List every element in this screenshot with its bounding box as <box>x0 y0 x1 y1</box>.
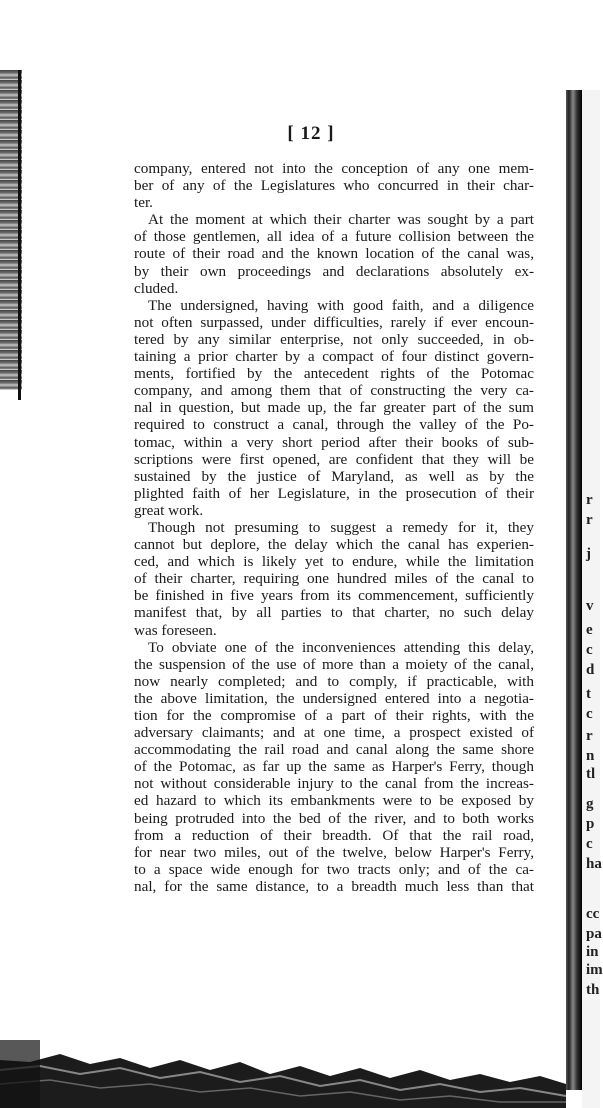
adjacent-page-fragment-text: j <box>586 546 591 562</box>
text-line: cluded. <box>134 279 179 297</box>
text-line: tered by any similar enterprise, not only succeeded, in ob- <box>134 330 534 348</box>
text-line: ter. <box>134 194 153 212</box>
text-line: The undersigned, having with good faith, and a diligence <box>148 296 534 314</box>
text-line: ber of any of the Legislatures who concurred in their char- <box>134 177 534 195</box>
right-binding-edge <box>566 90 582 1090</box>
text-line: To obviate one of the inconveniences attending this delay, <box>148 638 534 656</box>
text-line: being protruded into the bed of the river, and to both works <box>134 809 534 827</box>
adjacent-page-fragment-text: c <box>586 706 593 722</box>
text-line: ced, and which is likely yet to endure, while the limitation <box>134 553 534 571</box>
text-line: adversary claimants; and at one time, a prospect existed of <box>134 724 534 742</box>
adjacent-page-fragment-text: c <box>586 836 593 852</box>
adjacent-page-fragment-text: g <box>586 796 594 812</box>
text-line: company, and among them that of constructing the very ca- <box>134 382 534 400</box>
text-line: company, entered not into the conception of any one mem- <box>134 160 534 177</box>
adjacent-page-fragment-text: v <box>586 598 594 614</box>
text-line: not often surpassed, under difficulties, rarely if ever encoun- <box>134 313 534 331</box>
bottom-page-edge <box>0 1040 600 1108</box>
adjacent-page-fragment-text: th <box>586 982 600 998</box>
adjacent-page-fragment-text: n <box>586 748 595 764</box>
text-line: route of their road and the known location of the canal was, <box>134 245 534 263</box>
text-line: scriptions were first opened, are confident that they will be <box>134 450 534 468</box>
text-line: was foreseen. <box>134 621 217 639</box>
text-line: of those gentlemen, all idea of a future collision between the <box>134 228 534 246</box>
adjacent-page-fragment-text: p <box>586 816 595 832</box>
text-line: cannot but deplore, the delay which the canal has experien- <box>134 536 534 554</box>
text-line: manifest that, by all parties to that charter, no such delay <box>134 604 534 622</box>
text-line: At the moment at which their charter was sought by a part <box>148 211 534 229</box>
text-line: the suspension of the use of more than a moiety of the canal, <box>134 655 534 673</box>
left-binding-edge <box>18 70 21 400</box>
adjacent-page-fragment-text: r <box>586 512 593 528</box>
text-line: taining a prior charter by a compact of four distinct govern- <box>134 348 534 366</box>
text-line: not without considerable injury to the canal from the increas- <box>134 775 534 793</box>
text-line: sustained by the justice of Maryland, as well as by the <box>134 467 534 485</box>
text-line: ed hazard to which its embankments were to be exposed by <box>134 792 534 810</box>
adjacent-page-fragment-text: im <box>586 962 603 978</box>
adjacent-page-fragment-text: r <box>586 492 593 508</box>
text-line: nal, for the same distance, to a breadth much less than that <box>134 877 534 895</box>
text-line: great work. <box>134 501 204 519</box>
body-text <box>134 160 534 895</box>
adjacent-page-fragment-text: c <box>586 642 593 658</box>
adjacent-page-fragment-text: r <box>586 728 593 744</box>
text-line: tomac, within a very short period after their books of sub- <box>134 433 534 451</box>
adjacent-page-fragment-text: pa <box>586 926 602 942</box>
adjacent-page-fragment-text: tl <box>586 766 596 782</box>
text-line: nal in question, but made up, the far greater part of the sum <box>134 399 534 417</box>
text-line: from a reduction of their breadth. Of that the rail road, <box>134 826 534 844</box>
adjacent-page-fragment-text: in <box>586 944 599 960</box>
text-line: plighted faith of her Legislature, in the prosecution of their <box>134 484 534 502</box>
text-line: the above limitation, the undersigned entered into a negotia- <box>134 689 534 707</box>
text-line: be finished in five years from its commencement, sufficiently <box>134 587 534 605</box>
text-line: of their charter, requiring one hundred miles of the canal to <box>134 570 534 588</box>
text-line: to a space wide enough for two tracts only; and of the ca- <box>134 860 534 878</box>
text-line: tion for the compromise of a part of their rights, with the <box>134 707 534 724</box>
text-line: of the Potomac, as far up the same as Harper's Ferry, though <box>134 758 534 776</box>
text-line: accommodating the rail road and canal along the same shore <box>134 741 534 759</box>
text-line: by their own proceedings and declarations absolutely ex- <box>134 262 534 280</box>
text-line: now nearly completed; and to comply, if practicable, with <box>134 672 534 690</box>
text-line: required to construct a canal, through the valley of the Po- <box>134 416 534 434</box>
adjacent-page-fragment-text: t <box>586 686 591 702</box>
adjacent-page-fragment-text: ha <box>586 856 602 872</box>
text-line: ments, fortified by the antecedent rights of the Potomac <box>134 365 534 383</box>
adjacent-page-fragment-text: cc <box>586 906 600 922</box>
adjacent-page-fragment-text: d <box>586 662 595 678</box>
text-line: Though not presuming to suggest a remedy for it, they <box>148 518 534 536</box>
text-line: for near two miles, out of the twelve, below Harper's Ferry, <box>134 843 534 861</box>
page-number: [ 12 ] <box>287 123 335 144</box>
adjacent-page-fragment-text: e <box>586 622 593 638</box>
